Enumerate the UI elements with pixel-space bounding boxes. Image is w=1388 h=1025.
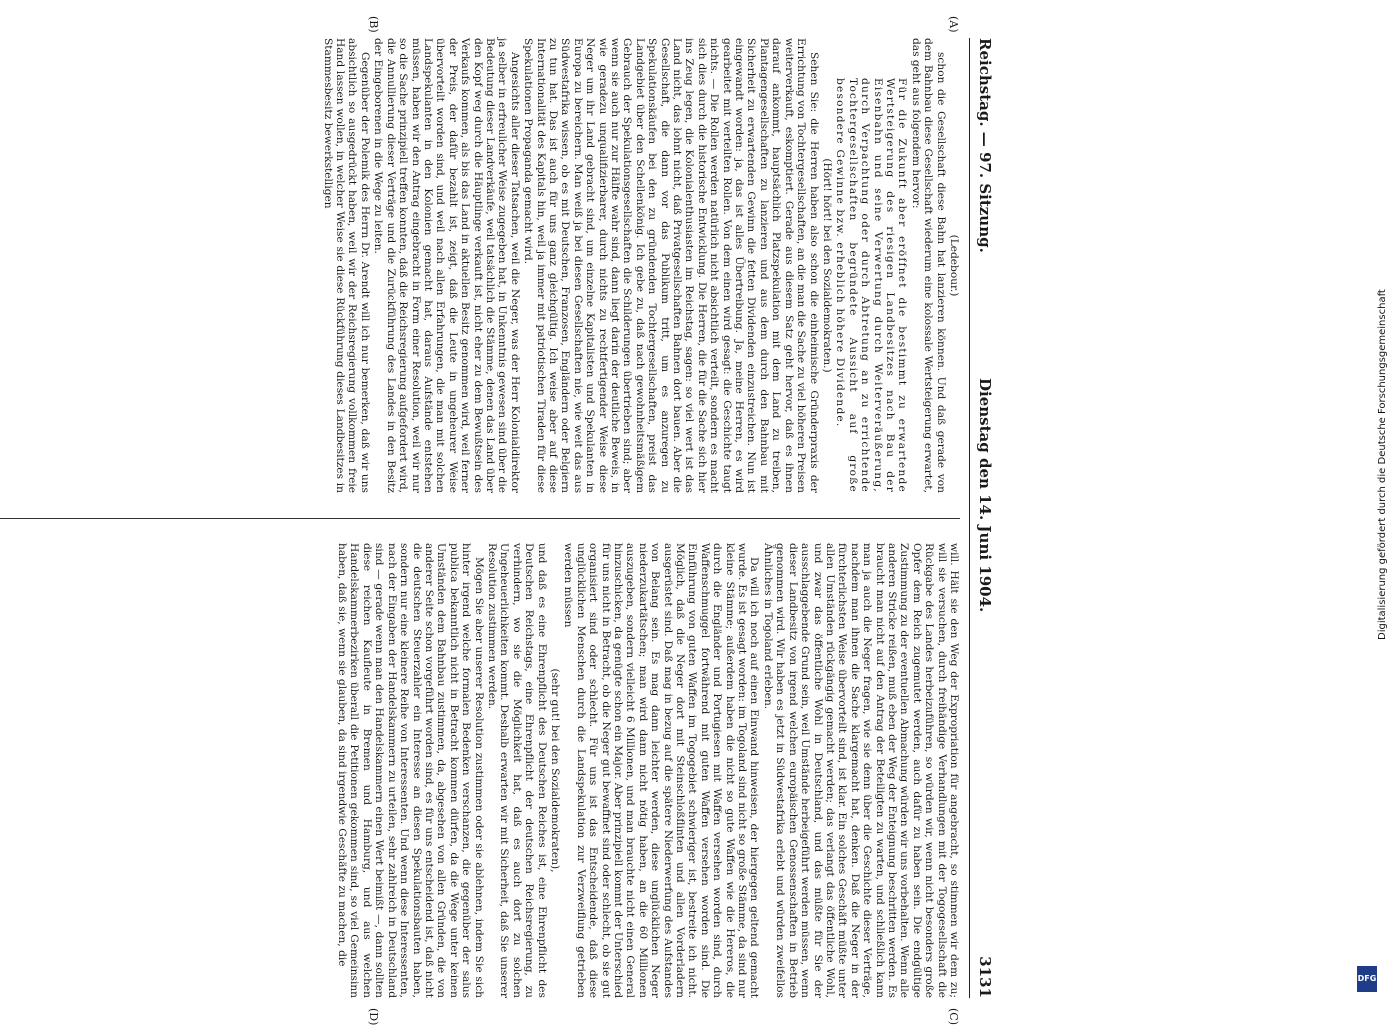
paragraph: Da will ich noch auf einen Einwand hinweisen, der hiergegen geltend gemacht wurde. Es ist gesagt worden: im Togoland sind nicht so große Stämme, da sind nur kleine Stämme; außerdem haben die nicht so gute Waffen wie die Hereros, die durch die Engländer und Portugiesen mit Waffen versehen worden sind, durch Waffenschmuggel fortwährend mit guten Waffen versehen worden sind. Die Einführung von guten Waffen im Togogebiet schwieriger ist, bestreite ich nicht. Möglich, daß die Neger dort mit Steinschloßflinten und allen Vorderladern ausgerüstet sind. Daß mag in bezug auf die spätere Niederwerfung des Aufstandes von Belang sein. Es mag dann leichter werden, diese unglücklichen Neger niederzukartätschen; man wird dann nicht nötig haben, an die 60 Millionen auszugeben, sondern vielleicht 6 Millionen, und man brauchte nicht einen General hinzuschicken, da genügte schon ein Major. Aber prinzipiell kommt der Unterschied für uns nicht in Betracht, ob die Neger gut bewaffnet sind oder schlecht, ob sie gut organisiert sind oder schlecht. Für uns ist das Entscheidende, daß diese unglücklichen Menschen durch die Landspekulation zur Verzweiflung getrieben werden müssen — [562, 543, 761, 998]
paragraph: Mögen Sie aber unserer Resolution zustimmen oder sie ablehnen, indem Sie sich hinter irgend welche formalen Bedenken verschanzen, die gegenüber der salus publica bekanntlich nicht in Betracht kommen dürfen, da die Wege unter keinen Umständen dem Bahnbau zustimmen, da, abgesehen von allen Gründen, die von anderer Seite schon vorgeführt worden sind, es für uns entscheidend ist, daß nicht die deutschen Steuerzahler ein Interesse an diesen Spekulationsbauten haben, sondern nur eine kleinere Reihe von Interessenten. Und wenn diese Interessenten, nach der Eingaben der Handelskammern zu urteilen, sehr zahlreich in Deutschland sind — gerade wenn man den Handelskammern einen Wert beimißt —, dann sollten diese reichen Kaufleute in Bremen und Hamburg, und aus welchen Handelskammerbezirken überall die Petitionen gekommen sind, so viel Gemeinsinn haben, daß sie, wenn sie glauben, da sind irgendwie Geschäfte zu machen, die — [336, 543, 485, 998]
header-center: Dienstag den 14. Juni 1904. — [976, 378, 994, 613]
paragraph: Angesichts aller dieser Tatsachen, weil die Neger, was der Herr Kolonialdirektor ja selber in erfreulicher Weise zugegeben hat, in Unkenntnis gewesen sind über die Bedeutung dieser Landverkäufe, weil tatsächlich die Stämme, denen das Land über den Kopf weg durch die Häuptlinge verkauft ist, nicht eher zu dem Bewußtsein des Verkaufs kommen, als bis das Land in aktuellen Besitz genommen wird, weil ferner der Preis, der dafür bezahlt ist, zeigt, daß die Leute in ungeheurer Weise übervorteilt worden sind, und weil nach allen Erfahrungen, die man mit solchen Landspekulanten in den Kolonien gemacht hat, daraus Aufstände entstehen müssen, haben wir den Antrag eingebracht in Form einer Resolution, weil wir nur so die Sache prinzipiell treffen konnten, daß die Reichsregierung aufgefordert wird, die Annullierung dieser Verträge und die Zurückführung des Landes in den Besitz der Eingeborenen in die Wege zu leiten. — [372, 38, 521, 493]
paragraph: und daß es eine Ehrenpflicht des Deutschen Reiches ist, eine Ehrenpflicht des Deutschen Reichstags, eine Ehrenpflicht der deutschen Reichsregierung, zu verhindern, wo sie die Möglichkeit hat, daß es auch dort zu solchen Ungeheuerlichkeiten kommt. Deshalb erwarten wir mit Sicherheit, daß Sie unserer Resolution zustimmen werden. — [485, 543, 548, 998]
running-header — [969, 38, 1000, 998]
page-number: 3131 — [976, 956, 994, 998]
column-divider — [0, 518, 960, 519]
dfg-logo-icon: DFG — [1357, 966, 1377, 992]
interjection: (Hört! hört! bei den Sozialdemokraten.) — [820, 158, 833, 373]
margin-marker-b: (B) — [367, 16, 380, 33]
paragraph: Sehen Sie: die Herren haben also schon die einheimische Gründerpraxis der Errichtung von Tochtergesellschaften, an die man die Sache zu viel höheren Preisen weiterverkauft, eskomptiert. Gerade aus diesem Satz geht hervor, daß es ihnen darauf ankommt, hauptsächlich Platzspekulation mit dem Land zu treiben, Plantagengesellschaften zu lanzieren und aus dem durch den Bahnbau mit Sicherheit zu erwartenden Gewinn die fetten Dividenden einzustreichen. Nun ist eingewandt worden: ja, das ist alles Übertreibung. Ja, meine Herren, es wird gearbeitet mit verteilten Rollen. Von dem einen wird gesagt: die Geschichte taugt nichts. — Die Rollen werden natürlich nicht absichtlich verteilt, sondern es macht sich dies durch die historische Entwicklung. Die Herren, die für die Sache sich hier ins Zeug legen, die Kolonialenthusiasten im Reichstag, sagen: so viel wert ist das Land nicht, das lohnt nicht, daß Privatgesellschaften Bahnen dort bauen. Aber die Gesellschaft, die dann vor das Publikum tritt, um es anzuregen zu Spekulationskäufen bei den zu gründenden Tochtergesellschaften, preist das Landgebiet über den Schellenkönig. Ich gebe zu, daß nach gewohnheitsmäßigem Gebrauch der Spekulationsgesellschaften die Schilderungen übertrieben sind; aber wenn sie auch nur zur Hälfte wahr sind, dann liegt darin der deutliche Beweis, in wie geradezu unqualifizierbarer, durch nichts zu rechtfertigender Weise diese Neger um ihr Land gebracht sind, um einzelne Kapitalisten und Spekulanten in Europa zu bereichern. Man weiß ja bei diesen Gesellschaften nie, wie weit das aus Südwestafrika wissen, ob es mit Deutschen, Franzosen, Engländern oder Belgiern zu tun hat. Das ist auch für uns ganz gleichgültig. Ich weise aber auf diese Internationalität des Kapitals hin, weil ja immer mit patriotischen Tiraden für diese Spekulationen Propaganda gemacht wird. — [522, 38, 820, 493]
paragraph: will. Hält sie den Weg der Expropriation für angebracht, so stimmen wir dem zu; will sie versuchen, durch freihändige Verhandlungen mit der Togogesellschaft die Rückgabe des Landes herbeizuführen, so würden wir, wenn nicht besonders große Opfer dem Reich zugemutet werden, auch dafür zu haben sein. Die endgültige Zustimmung zu der eventuellen Abmachung würden wir uns vorbehalten. Wenn alle anderen Stricke reißen, muß eben der Weg der Enteignung beschritten werden. Es braucht man nicht auf den Antrag der Beteiligten zu warten, und schließlich kann man ja auch die Neger fragen, wie sie denn über die Geschichte dieser Verträge, nachdem man ihnen die Sache klargemacht hat, denken. Daß die Neger in der fürchterlichsten Weise übervorteilt sind, ist klar. Ein solches Geschäft müßte unter allen Umständen rückgängig gemacht werden; das verlangt das öffentliche Wohl, und zwar das öffentliche Wohl in Deutschland, und das müßte für Sie der ausschlaggebende Grund sein, weil Umstände herbeigeführt werden müssen, wenn dieser Landbesitz von irgend welchen europäischen Genossenschaften in Betrieb genommen wird. Wir haben es jetzt in Südwestafrika erlebt und würden zweifellos Ähnliches in Togoland erleben. — [761, 543, 960, 998]
funding-note: Digitalisierung gefördert durch die Deutsche Forschungsgemeinschaft — [1377, 289, 1388, 640]
right-column — [0, 543, 960, 998]
digitization-sidebar — [1355, 0, 1388, 1000]
interjection: (sehr gut! bei den Sozialdemokraten), — [549, 668, 561, 873]
paragraph: Gegenüber der Polemik des Herrn Dr. Arendt will ich nur bemerken, daß wir uns absichtlich so ausgedrückt haben, weil wir der Reichsregierung vollkommen freie Hand lassen wollen, in welcher Weise sie diese Rückführung dieses Landbesitzes in Stammesbesitz bewerkstelligen — [321, 38, 371, 493]
margin-marker-a: (A) — [947, 16, 960, 33]
rotated-page-content — [0, 16, 1000, 1025]
quotation: Für die Zukunft aber eröffnet die bestimmt zu erwartende Wertsteigerung des riesigen Landbesitzes nach Bau der Eisenbahn und seine Verwertung durch Weiterveräußerung, durch Verpachtung oder durch Abtretung an zu errichtende Tochtergesellschaften begründete Aussicht auf große besondere Gewinne bzw. erheblich höhere Dividende. — [834, 78, 909, 493]
margin-marker-d: (D) — [367, 1008, 380, 1025]
left-column — [0, 38, 960, 493]
margin-marker-c: (C) — [947, 1008, 960, 1025]
paragraph: schon die Gesellschaft diese Bahn hat lanzieren können. Und daß gerade von dem Bahnbau diese Gesellschaft wiederum eine kolossale Wertsteigerung erwartet, das geht aus folgendem hervor: — [909, 38, 947, 493]
speaker-name: (Ledebour.) — [948, 234, 960, 297]
header-left: Reichstag. — 97. Sitzung. — [976, 38, 994, 253]
